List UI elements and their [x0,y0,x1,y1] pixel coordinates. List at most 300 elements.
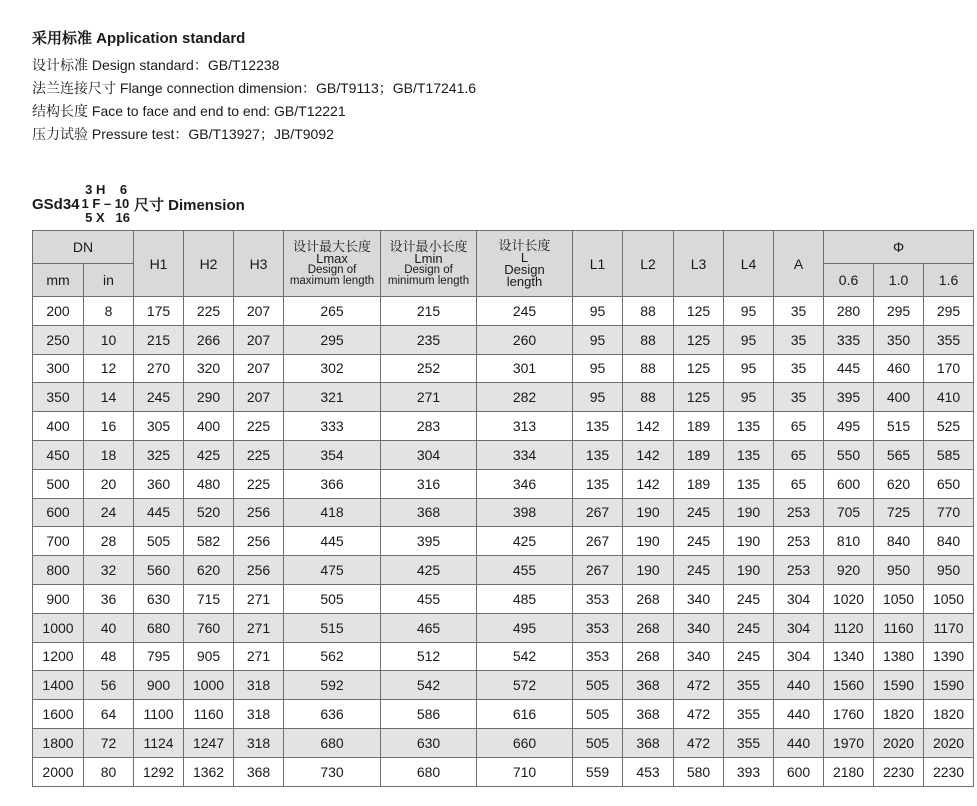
cell-mm: 1000 [33,613,84,642]
cell-mm: 450 [33,440,84,469]
cell-phi-0-6: 1760 [824,700,874,729]
cell-lmin: 368 [381,498,477,527]
header-mm: mm [33,264,84,297]
cell-h3: 318 [234,700,284,729]
cell-phi-0-6: 600 [824,469,874,498]
cell-a: 253 [774,556,824,585]
cell-l: 485 [477,584,573,613]
cell-l2: 88 [623,325,674,354]
cell-l: 495 [477,613,573,642]
standard-pressure-test: 压力试验 Pressure test：GB/T13927；JB/T9092 [32,126,334,142]
cell-l3: 245 [674,498,724,527]
cell-phi-1-0: 460 [874,354,924,383]
cell-l1: 95 [573,325,623,354]
cell-in: 20 [84,469,134,498]
cell-l3: 245 [674,527,724,556]
header-l1: L1 [573,231,623,297]
cell-phi-0-6: 1340 [824,642,874,671]
header-dn: DN [33,231,134,264]
header-l-en2: length [506,274,543,289]
cell-a: 304 [774,613,824,642]
cell-l1: 95 [573,297,623,326]
table-row [33,642,974,671]
cell-h1: 360 [134,469,184,498]
cell-lmax: 333 [284,412,381,441]
cell-phi-0-6: 550 [824,440,874,469]
cell-in: 32 [84,556,134,585]
cell-lmin: 425 [381,556,477,585]
cell-h2: 1247 [184,728,234,757]
header-l3: L3 [674,231,724,297]
cell-l: 455 [477,556,573,585]
standards-title: 采用标准 Application standard [32,30,246,47]
standard-face-to-face: 结构长度 Face to face and end to end: GB/T12221 [32,103,346,119]
table-row [33,354,974,383]
cell-phi-0-6: 810 [824,527,874,556]
cell-mm: 2000 [33,757,84,786]
cell-l: 245 [477,297,573,326]
cell-h3: 225 [234,412,284,441]
cell-l2: 142 [623,412,674,441]
header-lmin-en2: minimum length [387,275,470,287]
cell-l4: 95 [724,383,774,412]
cell-lmin: 512 [381,642,477,671]
cell-lmax: 265 [284,297,381,326]
cell-phi-1-0: 400 [874,383,924,412]
header-l-cn: 设计长度 [498,238,551,253]
cell-h2: 1160 [184,700,234,729]
cell-lmax: 680 [284,728,381,757]
cell-lmax: 592 [284,671,381,700]
cell-h3: 318 [234,671,284,700]
table-row [33,757,974,786]
cell-lmax: 295 [284,325,381,354]
cell-l1: 267 [573,498,623,527]
cell-l2: 268 [623,584,674,613]
cell-a: 440 [774,728,824,757]
cell-a: 440 [774,700,824,729]
cell-l1: 353 [573,613,623,642]
cell-a: 304 [774,642,824,671]
cell-l3: 125 [674,325,724,354]
cell-l3: 189 [674,440,724,469]
cell-l3: 580 [674,757,724,786]
cell-a: 35 [774,325,824,354]
cell-mm: 900 [33,584,84,613]
cell-h1: 630 [134,584,184,613]
cell-h3: 256 [234,527,284,556]
cell-l4: 355 [724,728,774,757]
cell-a: 35 [774,297,824,326]
cell-phi-0-6: 445 [824,354,874,383]
table-row [33,671,974,700]
cell-a: 253 [774,527,824,556]
cell-lmin: 680 [381,757,477,786]
cell-l3: 340 [674,613,724,642]
cell-lmin: 215 [381,297,477,326]
table-row [33,728,974,757]
header-phi: Φ [824,231,974,264]
cell-l2: 368 [623,671,674,700]
standard-design: 设计标准 Design standard：GB/T12238 [32,57,280,73]
header-phi-1-0: 1.0 [874,264,924,297]
cell-h2: 425 [184,440,234,469]
dimension-title [32,180,245,228]
cell-l3: 245 [674,556,724,585]
header-lmax-symbol: Lmax [316,251,348,266]
cell-h3: 225 [234,440,284,469]
cell-h3: 256 [234,498,284,527]
cell-phi-1-6: 950 [924,556,974,585]
cell-l2: 190 [623,556,674,585]
header-l-en1: Design [504,262,545,277]
cell-l3: 189 [674,469,724,498]
cell-phi-0-6: 1020 [824,584,874,613]
cell-l4: 135 [724,412,774,441]
dimension-label: 尺寸 Dimension [133,196,245,214]
cell-l3: 472 [674,671,724,700]
cell-l: 572 [477,671,573,700]
cell-lmin: 586 [381,700,477,729]
cell-lmin: 283 [381,412,477,441]
cell-a: 440 [774,671,824,700]
cell-phi-1-0: 840 [874,527,924,556]
cell-h2: 582 [184,527,234,556]
cell-lmax: 505 [284,584,381,613]
cell-mm: 400 [33,412,84,441]
cell-l: 334 [477,440,573,469]
cell-phi-1-0: 2230 [874,757,924,786]
cell-l: 282 [477,383,573,412]
table-row [33,556,974,585]
cell-l3: 472 [674,728,724,757]
header-a: A [774,231,824,297]
cell-h2: 1000 [184,671,234,700]
header-lmin-cn: 设计最小长度 [389,239,468,254]
cell-phi-1-0: 1160 [874,613,924,642]
table-row [33,498,974,527]
cell-a: 65 [774,412,824,441]
cell-h1: 560 [134,556,184,585]
cell-in: 72 [84,728,134,757]
cell-h3: 225 [234,469,284,498]
cell-lmin: 542 [381,671,477,700]
cell-l3: 340 [674,584,724,613]
header-h1: H1 [134,231,184,297]
cell-l: 346 [477,469,573,498]
cell-l2: 190 [623,527,674,556]
cell-phi-0-6: 1970 [824,728,874,757]
cell-lmax: 302 [284,354,381,383]
model-variant-mid: 1 F – 10 [81,196,130,211]
cell-in: 16 [84,412,134,441]
cell-h3: 271 [234,584,284,613]
cell-l4: 190 [724,498,774,527]
header-h3: H3 [234,231,284,297]
model-variant-top: 3 H 6 [81,182,128,197]
header-lmax-en2: maximum length [289,275,375,287]
cell-l: 301 [477,354,573,383]
table-row [33,584,974,613]
cell-a: 65 [774,440,824,469]
cell-l1: 135 [573,469,623,498]
cell-mm: 1800 [33,728,84,757]
cell-phi-0-6: 705 [824,498,874,527]
cell-in: 28 [84,527,134,556]
cell-l1: 95 [573,383,623,412]
cell-lmax: 475 [284,556,381,585]
cell-l4: 393 [724,757,774,786]
cell-in: 10 [84,325,134,354]
cell-l4: 190 [724,556,774,585]
cell-h3: 271 [234,613,284,642]
cell-lmin: 316 [381,469,477,498]
cell-l2: 368 [623,700,674,729]
header-l2: L2 [623,231,674,297]
cell-h3: 318 [234,728,284,757]
cell-phi-1-0: 725 [874,498,924,527]
standard-flange: 法兰连接尺寸 Flange connection dimension：GB/T9113；GB/T17241.6 [32,80,477,96]
cell-l4: 355 [724,700,774,729]
cell-h2: 905 [184,642,234,671]
cell-phi-1-0: 620 [874,469,924,498]
cell-phi-1-6: 1390 [924,642,974,671]
cell-phi-1-0: 1380 [874,642,924,671]
cell-l: 313 [477,412,573,441]
cell-h1: 795 [134,642,184,671]
cell-mm: 200 [33,297,84,326]
cell-l2: 268 [623,642,674,671]
cell-l2: 88 [623,297,674,326]
cell-h2: 760 [184,613,234,642]
cell-l1: 505 [573,671,623,700]
cell-l3: 340 [674,642,724,671]
cell-phi-0-6: 1120 [824,613,874,642]
cell-h2: 1362 [184,757,234,786]
cell-l4: 95 [724,297,774,326]
cell-mm: 350 [33,383,84,412]
header-lmax [284,231,381,297]
cell-mm: 1200 [33,642,84,671]
cell-phi-1-0: 295 [874,297,924,326]
cell-mm: 700 [33,527,84,556]
cell-l1: 135 [573,440,623,469]
cell-h2: 266 [184,325,234,354]
cell-l4: 95 [724,325,774,354]
cell-a: 35 [774,383,824,412]
cell-phi-1-0: 1050 [874,584,924,613]
cell-l3: 472 [674,700,724,729]
cell-h3: 368 [234,757,284,786]
cell-in: 14 [84,383,134,412]
cell-l3: 125 [674,297,724,326]
cell-l1: 505 [573,700,623,729]
cell-in: 40 [84,613,134,642]
cell-phi-1-6: 650 [924,469,974,498]
cell-phi-0-6: 2180 [824,757,874,786]
cell-phi-1-0: 1820 [874,700,924,729]
table-row [33,700,974,729]
cell-l4: 135 [724,469,774,498]
cell-h3: 207 [234,354,284,383]
cell-l4: 95 [724,354,774,383]
cell-phi-1-0: 565 [874,440,924,469]
cell-l1: 559 [573,757,623,786]
table-body [33,297,974,787]
cell-phi-1-0: 1590 [874,671,924,700]
cell-lmin: 455 [381,584,477,613]
cell-l1: 267 [573,527,623,556]
cell-l4: 245 [724,584,774,613]
cell-phi-0-6: 280 [824,297,874,326]
cell-l1: 505 [573,728,623,757]
cell-lmin: 395 [381,527,477,556]
cell-lmax: 636 [284,700,381,729]
cell-l1: 135 [573,412,623,441]
cell-h1: 505 [134,527,184,556]
model-variant-bottom: 5 X 16 [81,210,130,225]
cell-phi-1-6: 525 [924,412,974,441]
cell-a: 65 [774,469,824,498]
cell-phi-1-6: 1170 [924,613,974,642]
cell-h2: 715 [184,584,234,613]
cell-lmax: 354 [284,440,381,469]
cell-a: 253 [774,498,824,527]
cell-h2: 320 [184,354,234,383]
cell-l2: 88 [623,383,674,412]
cell-h1: 445 [134,498,184,527]
table-row [33,383,974,412]
cell-phi-1-6: 2020 [924,728,974,757]
cell-in: 36 [84,584,134,613]
cell-h1: 1292 [134,757,184,786]
cell-h2: 400 [184,412,234,441]
header-in: in [84,264,134,297]
header-lmin-symbol: Lmin [414,251,443,266]
cell-a: 600 [774,757,824,786]
cell-phi-1-0: 350 [874,325,924,354]
cell-mm: 300 [33,354,84,383]
cell-l1: 353 [573,642,623,671]
cell-lmin: 235 [381,325,477,354]
header-l-symbol: L [520,250,529,265]
cell-l4: 245 [724,642,774,671]
cell-lmin: 304 [381,440,477,469]
cell-mm: 1600 [33,700,84,729]
cell-in: 80 [84,757,134,786]
cell-lmin: 630 [381,728,477,757]
cell-l: 260 [477,325,573,354]
cell-lmax: 562 [284,642,381,671]
cell-h3: 207 [234,383,284,412]
cell-h1: 175 [134,297,184,326]
table-row [33,469,974,498]
cell-in: 12 [84,354,134,383]
cell-l: 425 [477,527,573,556]
cell-h1: 680 [134,613,184,642]
cell-l4: 135 [724,440,774,469]
cell-l4: 245 [724,613,774,642]
cell-h3: 207 [234,297,284,326]
cell-phi-1-0: 515 [874,412,924,441]
table-row [33,527,974,556]
cell-phi-1-6: 770 [924,498,974,527]
cell-h1: 900 [134,671,184,700]
cell-phi-1-0: 2020 [874,728,924,757]
cell-mm: 500 [33,469,84,498]
cell-in: 64 [84,700,134,729]
cell-in: 18 [84,440,134,469]
cell-mm: 600 [33,498,84,527]
cell-l2: 453 [623,757,674,786]
header-l [477,231,573,297]
cell-h2: 620 [184,556,234,585]
cell-h1: 270 [134,354,184,383]
cell-h1: 215 [134,325,184,354]
cell-a: 35 [774,354,824,383]
cell-h2: 290 [184,383,234,412]
cell-phi-0-6: 920 [824,556,874,585]
cell-phi-1-6: 1820 [924,700,974,729]
cell-mm: 1400 [33,671,84,700]
table-row [33,325,974,354]
cell-lmin: 271 [381,383,477,412]
cell-in: 24 [84,498,134,527]
cell-l: 660 [477,728,573,757]
cell-phi-1-6: 1050 [924,584,974,613]
cell-l3: 125 [674,383,724,412]
header-l4: L4 [724,231,774,297]
cell-phi-1-6: 355 [924,325,974,354]
cell-l2: 88 [623,354,674,383]
cell-phi-1-6: 1590 [924,671,974,700]
cell-a: 304 [774,584,824,613]
cell-phi-1-6: 2230 [924,757,974,786]
cell-phi-1-6: 170 [924,354,974,383]
cell-lmax: 418 [284,498,381,527]
cell-in: 8 [84,297,134,326]
cell-h3: 207 [234,325,284,354]
cell-l4: 355 [724,671,774,700]
cell-l2: 368 [623,728,674,757]
cell-h3: 271 [234,642,284,671]
cell-l2: 190 [623,498,674,527]
header-h2: H2 [184,231,234,297]
cell-h1: 325 [134,440,184,469]
table-row [33,297,974,326]
header-lmin [381,231,477,297]
application-standards [32,28,476,146]
cell-l3: 125 [674,354,724,383]
cell-l1: 95 [573,354,623,383]
cell-l4: 190 [724,527,774,556]
cell-h3: 256 [234,556,284,585]
cell-phi-1-6: 840 [924,527,974,556]
cell-h2: 225 [184,297,234,326]
cell-h1: 1100 [134,700,184,729]
cell-l3: 189 [674,412,724,441]
header-phi-0-6: 0.6 [824,264,874,297]
cell-l: 616 [477,700,573,729]
cell-phi-1-6: 295 [924,297,974,326]
cell-l: 542 [477,642,573,671]
cell-lmax: 445 [284,527,381,556]
header-lmax-en1: Design of [307,264,357,276]
cell-mm: 800 [33,556,84,585]
table-row [33,613,974,642]
cell-h2: 480 [184,469,234,498]
cell-lmin: 252 [381,354,477,383]
